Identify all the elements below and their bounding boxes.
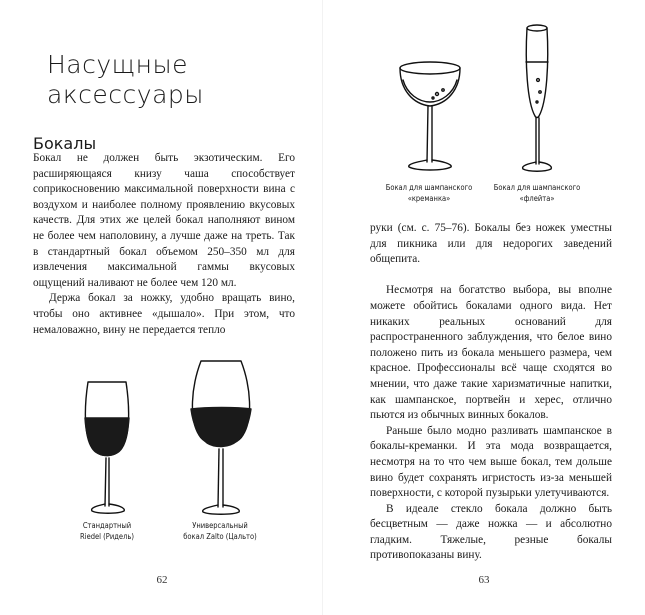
caption-flute-line1: Бокал для шампанского [493, 183, 581, 192]
left-paragraph-2: Держа бокал за ножку, удобно вращать вино, чтобы оно активнее «дышало». При этом, что немаловажно, вину не передается тепло [33, 292, 295, 336]
page-number-right: 63 [478, 574, 490, 586]
right-paragraph-2: Несмотря на богатство выбора, вы вполне можете обойтись бокалами одного вида. Нет никаких реальных оснований для распространенного заблуждения, что белое вино положено пить из бокала меньшего размера, чем красное. Профессионалы всё чаще сходятся во мнении, что даже такие харизматичные напитки, как шампанское, портвейн и херес, отлично пьются из обычных винных бокалов. [370, 284, 612, 422]
caption-coupe-line2: «креманка» [407, 194, 451, 203]
left-body-text [33, 151, 295, 338]
left-page [0, 0, 322, 615]
left-paragraph-1: Бокал не должен быть экзотическим. Его расширяющаяся книзу чаша способствует соприкосновению максимальной поверхности вина с воздухом и наиболее полному проявлению вкусовых качеств. Для этих же целей бокал наполняют вином не более чем наполовину, а лучше даже на треть. Так в стандартный бокал объемом 250–350 мл для извлечения максимальной гаммы вкусовых ощущений наливают не более чем 120 мл. [33, 152, 295, 289]
right-paragraph-1: руки (см. с. 75–76). Бокалы без ножек уместны для пикника или для недорогих заведений общепита. [370, 222, 612, 266]
caption-riedel-line1: Стандартный [82, 521, 132, 530]
chapter-title-line1: Насущные [47, 50, 188, 79]
caption-zalto-line2: бокал Zalto (Цальто) [183, 532, 257, 541]
right-page [322, 0, 645, 615]
caption-riedel [72, 520, 142, 542]
section-title: Бокалы [33, 134, 97, 153]
right-paragraph-3: Раньше было модно разливать шампанское в бокалы-креманки. И эта мода возвращается, несмотря на то что чем выше бокал, тем дольше вино будет сохранять игристость из-за меньшей поверхности, с которой пузырьки улетучиваются. [370, 424, 612, 500]
caption-flute [482, 182, 592, 204]
caption-coupe [374, 182, 484, 204]
caption-zalto [175, 520, 265, 542]
coupe-glass-illustration [395, 50, 465, 175]
right-body-text [370, 221, 612, 564]
page-number-left: 62 [156, 574, 168, 586]
chapter-title [47, 50, 287, 110]
chapter-title-line2: аксессуары [47, 80, 204, 109]
caption-coupe-line1: Бокал для шампанского [385, 183, 473, 192]
caption-riedel-line2: Riedel (Ридель) [80, 532, 134, 541]
zalto-glass-illustration [187, 357, 257, 517]
caption-flute-line2: «флейта» [519, 194, 555, 203]
right-paragraph-4: В идеале стекло бокала должно быть бесцветным — даже ножка — и абсолютно гладким. Тяжелые, резные бокалы противопоказаны вину. [370, 502, 612, 562]
caption-zalto-line1: Универсальный [192, 521, 248, 530]
riedel-glass-illustration [78, 378, 138, 518]
flute-glass-illustration [517, 22, 557, 177]
